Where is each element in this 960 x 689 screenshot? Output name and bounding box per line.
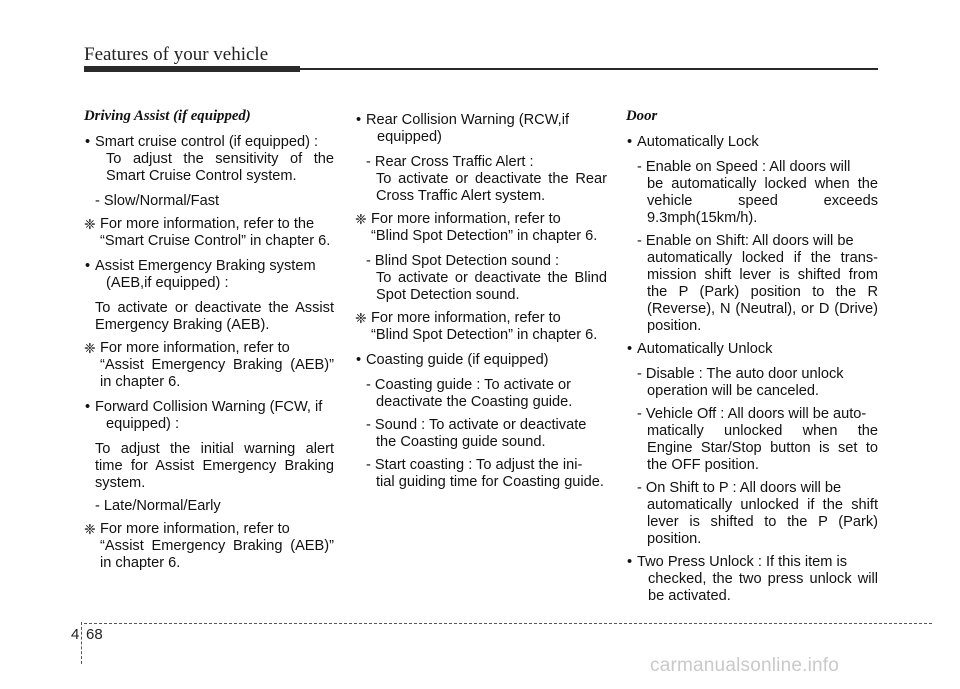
section-heading-door: Door [626, 108, 658, 124]
note-text: For more information, refer to the [100, 216, 315, 232]
bullet-rcw [355, 112, 607, 146]
note-text: For more information, refer to [371, 211, 561, 227]
option-bsd-sound [355, 253, 607, 304]
chapter-number: 4 [71, 626, 80, 643]
bullet-fcw [84, 399, 334, 433]
option-text-cont: tial guiding time for Coasting guide. [376, 474, 604, 490]
option-text: - Blind Spot Detection sound : [366, 253, 560, 269]
option-fcw: - Late/Normal/Early [95, 498, 221, 514]
option-text: - Coasting guide : To activate or [366, 377, 571, 393]
column-left [84, 108, 334, 580]
bullet-text: Automatically Unlock [637, 341, 773, 357]
option-text: - On Shift to P : All doors will be [637, 480, 842, 496]
bullet-auto-unlock [626, 341, 878, 358]
option-text: - Vehicle Off : All doors will be auto- [637, 406, 867, 422]
option-text: - Rear Cross Traffic Alert : [366, 154, 534, 170]
note-scc [84, 216, 334, 250]
option-enable-on-speed [626, 159, 878, 227]
bullet-text: Two Press Unlock : If this item is [637, 554, 848, 570]
note-aeb [84, 340, 334, 391]
note-mark-icon: ❈ [84, 340, 96, 356]
note-fcw [84, 521, 334, 572]
option-text: - Enable on Speed : All doors will [637, 159, 851, 175]
option-scc: - Slow/Normal/Fast [95, 193, 220, 209]
bullet-smart-cruise-control [84, 134, 334, 185]
bullet-text: Coasting guide (if equipped) [366, 352, 549, 368]
note-mark-icon: ❈ [84, 216, 96, 232]
column-right [626, 108, 878, 613]
option-coasting-guide [355, 377, 607, 411]
note-text: For more information, refer to [371, 310, 561, 326]
bullet-text: Forward Collision Warning (FCW, if [95, 399, 323, 415]
note-text-cont: “Blind Spot Detection” in chapter 6. [371, 228, 598, 244]
bullet-two-press-unlock [626, 554, 878, 605]
option-on-shift-to-p [626, 480, 878, 548]
option-text: - Sound : To activate or deactivate [366, 417, 587, 433]
page-number: 68 [86, 626, 103, 643]
header-rule-thick [84, 66, 300, 72]
option-text: - Disable : The auto door unlock [637, 366, 844, 382]
bullet-text: Rear Collision Warning (RCW,if [366, 112, 570, 128]
option-text-cont: deactivate the Coasting guide. [376, 394, 573, 410]
note-text-cont: “Assist Emergency Braking (AEB)” in chapter 6. [100, 357, 334, 390]
bullet-text: Automatically Lock [637, 134, 759, 150]
bullet-text-cont: equipped) [377, 129, 442, 145]
option-disable [626, 366, 878, 400]
watermark: carmanualsonline.info [650, 655, 840, 676]
note-text-cont: “Assist Emergency Braking (AEB)” in chapter 6. [100, 538, 334, 571]
note-mark-icon: ❈ [355, 310, 367, 326]
option-text-cont: operation will be canceled. [647, 383, 819, 399]
note-text: For more information, refer to [100, 340, 290, 356]
option-text-cont: To activate or deactivate the Blind Spot Detection sound. [376, 270, 607, 303]
option-enable-on-shift [626, 233, 878, 335]
option-text-cont: matically unlocked when the Engine Star/Stop button is set to the OFF position. [647, 423, 878, 473]
note-mark-icon: ❈ [355, 211, 367, 227]
bullet-text-cont: To adjust the sensitivity of the Smart Cruise Control system. [106, 151, 334, 184]
option-text-cont: automatically unlocked if the shift lever is shifted to the P (Park) position. [647, 497, 878, 547]
option-text-cont: be automatically locked when the vehicle speed exceeds 9.3mph(15km/h). [647, 176, 878, 226]
note-text-cont: “Blind Spot Detection” in chapter 6. [371, 327, 598, 343]
bullet-text-cont: checked, the two press unlock will be activated. [648, 571, 878, 604]
option-text: - Enable on Shift: All doors will be [637, 233, 854, 249]
bullet-coasting-guide [355, 352, 607, 369]
header-rule-thin [300, 68, 878, 70]
note-text: For more information, refer to [100, 521, 290, 537]
bullet-text-cont: equipped) : [106, 416, 180, 432]
bullet-text-cont: (AEB,if equipped) : [106, 275, 229, 291]
option-text-cont: To activate or deactivate the Rear Cross Traffic Alert system. [376, 171, 607, 204]
page-header-title: Features of your vehicle [84, 44, 269, 65]
option-text-cont: automatically locked if the trans-mission shift lever is shifted from the P (Park) position to the R (Reverse), N (Neutral), or D (Drive) position. [647, 250, 878, 334]
para-aeb: To activate or deactivate the Assist Emergency Braking (AEB). [95, 300, 334, 333]
option-vehicle-off [626, 406, 878, 474]
bullet-text: Assist Emergency Braking system [95, 258, 316, 274]
note-bsd-2 [355, 310, 607, 344]
option-rcta [355, 154, 607, 205]
option-coasting-sound [355, 417, 607, 451]
option-text-cont: the Coasting guide sound. [376, 434, 546, 450]
bullet-auto-lock [626, 134, 878, 151]
bullet-text: Smart cruise control (if equipped) : [95, 134, 319, 150]
footer-rule [84, 623, 932, 624]
footer-divider [81, 622, 82, 664]
section-heading-driving-assist: Driving Assist (if equipped) [84, 108, 251, 124]
option-start-coasting [355, 457, 607, 491]
column-middle [355, 112, 607, 497]
para-fcw: To adjust the initial warning alert time for Assist Emergency Braking system. [95, 441, 334, 491]
option-text: - Start coasting : To adjust the ini- [366, 457, 583, 473]
note-text-cont: “Smart Cruise Control” in chapter 6. [100, 233, 331, 249]
bullet-aeb [84, 258, 334, 292]
note-bsd [355, 211, 607, 245]
note-mark-icon: ❈ [84, 521, 96, 537]
